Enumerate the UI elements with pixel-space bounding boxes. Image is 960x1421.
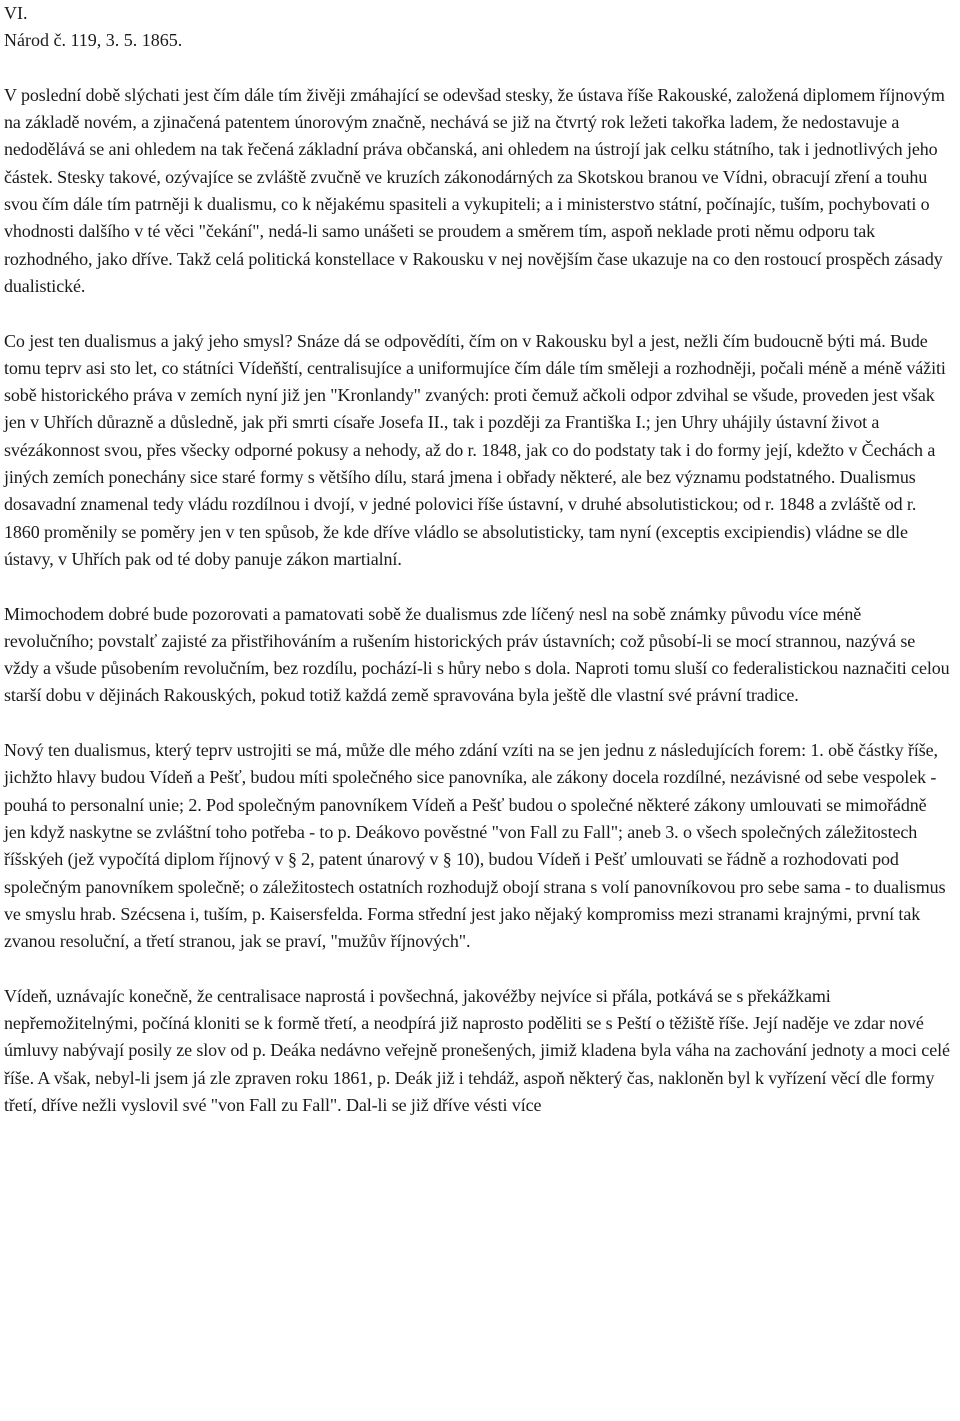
document-page xyxy=(4,0,952,1119)
source-citation: Národ č. 119, 3. 5. 1865. xyxy=(4,30,183,51)
paragraph: Vídeň, uznávajíc konečně, že centralisace naprostá i povšechná, jakovéžby nejvíce si přála, potkává se s překážkami nepřemožitelnými, počíná kloniti se k formě třetí, a neodpírá již naprosto poděliti se s Peští o těžiště říše. Její naděje ve zdar nové úmluvy nabývají posily ze slov od p. Deáka nedávno veřejně pronešených, jimiž kladena byla váha na zachování jednoty a moci celé říše. A však, nebyl-li jsem já zle zpraven roku 1861, p. Deák již i tehdáž, aspoň některý čas, nakloněn byl k vyřízení věcí dle formy třetí, dříve nežli vyslovil své "von Fall zu Fall". Dal-li se již dříve vésti více xyxy=(4,985,950,1115)
paragraph: V poslední době slýchati jest čím dále tím živěji zmáhající se odevšad stesky, že ústava říše Rakouské, založená diplomem říjnovým na základě novém, a zjinačená patentem únorovým značně, nechává se již na čtvrtý rok ležeti takořka ladem, že nedostavuje a nedodělává se ani ohledem na tak řečená základní práva občanská, ani ohledem na ústrojí jak celku státního, tak i jednotlivých jeho částek. Stesky takové, ozývajíce se zvláště zvučně ve kruzích zákonodárných za Skotskou branou ve Vídni, obracují zření a touhu svou čím dále tím patrněji k dualismu, co k nějakému spasiteli a vykupiteli; a i ministerstvo státní, počínajíc, tuším, pochybovati o vhodnosti dalšího v té věci "čekání", nedá-li samo unášeti se proudem a směrem tím, aspoň neklade proti němu odporu tak rozhodného, jako dříve. Takž celá politická konstellace v Rakousku v nej novějším čase ukazuje na co den rostoucí prospěch zásady dualistické. xyxy=(4,84,945,296)
section-number: VI. xyxy=(4,3,28,23)
paragraph: Co jest ten dualismus a jaký jeho smysl? Snáze dá se odpovědíti, čím on v Rakousku byl a jest, nežli čím budoucně býti má. Bude tomu teprv asi sto let, co státníci Vídeňští, centralisujíce a uniformujíce čím dále tím směleji a rozhodněji, počali méně a méně vážiti sobě historického práva v zemích nyní již jen "Kronlandy" zvaných: proti čemuž ačkoli odpor zdvihal se všude, proveden jest však jen v Uhřích důrazně a důsledně, jak při smrti císaře Josefa II., tak i později za Františka I.; jen Uhry uhájily ústavní život a svézákonnost svou, přes všecky odporné pokusy a nehody, až do r. 1848, jak co do podstaty tak i do formy její, kdežto v Čechách a jiných zemích ponechány sice staré formy s většího dílu, stará jmena i obřady některé, ale bez významu podstatného. Dualismus dosavadní znamenal tedy vládu rozdílnou i dvojí, v jedné polovici říše ústavní, v druhé absolutistickou; od r. 1848 a zvláště od r. 1860 proměnily se poměry jen v ten spůsob, že kde dříve vládlo se absolutisticky, tam nyní (exceptis excipiendis) vládne se dle ústavy, v Uhřích pak od té doby panuje zákon martialní. xyxy=(4,330,946,569)
paragraph: Mimochodem dobré bude pozorovati a pamatovati sobě že dualismus zde líčený nesl na sobě známky původu více méně revolučního; povstalť zajisté za přistřihováním a rušením historických práv ústavních; což působí-li se mocí strannou, nazývá se vždy a všude působením revolučním, bez rozdílu, pochází-li s hůry nebo s dola. Naproti tomu sluší co federalistickou naznačiti celou starší dobu v dějinách Rakouských, pokud totiž každá země spravována byla ještě dle vlastní své právní tradice. xyxy=(4,603,950,706)
paragraph: Nový ten dualismus, který teprv ustrojiti se má, může dle mého zdání vzíti na se jen jednu z následujících forem: 1. obě částky říše, jichžto hlavy budou Vídeň a Pešť, budou míti společného sice panovníka, ale zákony docela rozdílné, nezávisné od sebe vespolek - pouhá to personalní unie; 2. Pod společným panovníkem Vídeň a Pešť budou o společné některé zákony umlouvati se mimořádně jen když naskytne se zvláštní toho potřeba - to p. Deákovo pověstné "von Fall zu Fall"; aneb 3. o všech společných záležitostech říšskýeh (jež vypočítá diplom říjnový v § 2, patent únarový v § 10), budou Vídeň i Pešť umlouvati se řádně a rozhodovati pod společným panovníkem společně; o záležitostech ostatních rozhodujž obojí strana s volí panovníkovou pro sebe sama - to dualismus ve smyslu hrab. Szécsena i, tuším, p. Kaisersfelda. Forma střední jest jako nějaký kompromiss mezi stranami krajnými, první tak zvanou resoluční, a třetí stranou, jak se praví, "mužův říjnových". xyxy=(4,740,946,952)
